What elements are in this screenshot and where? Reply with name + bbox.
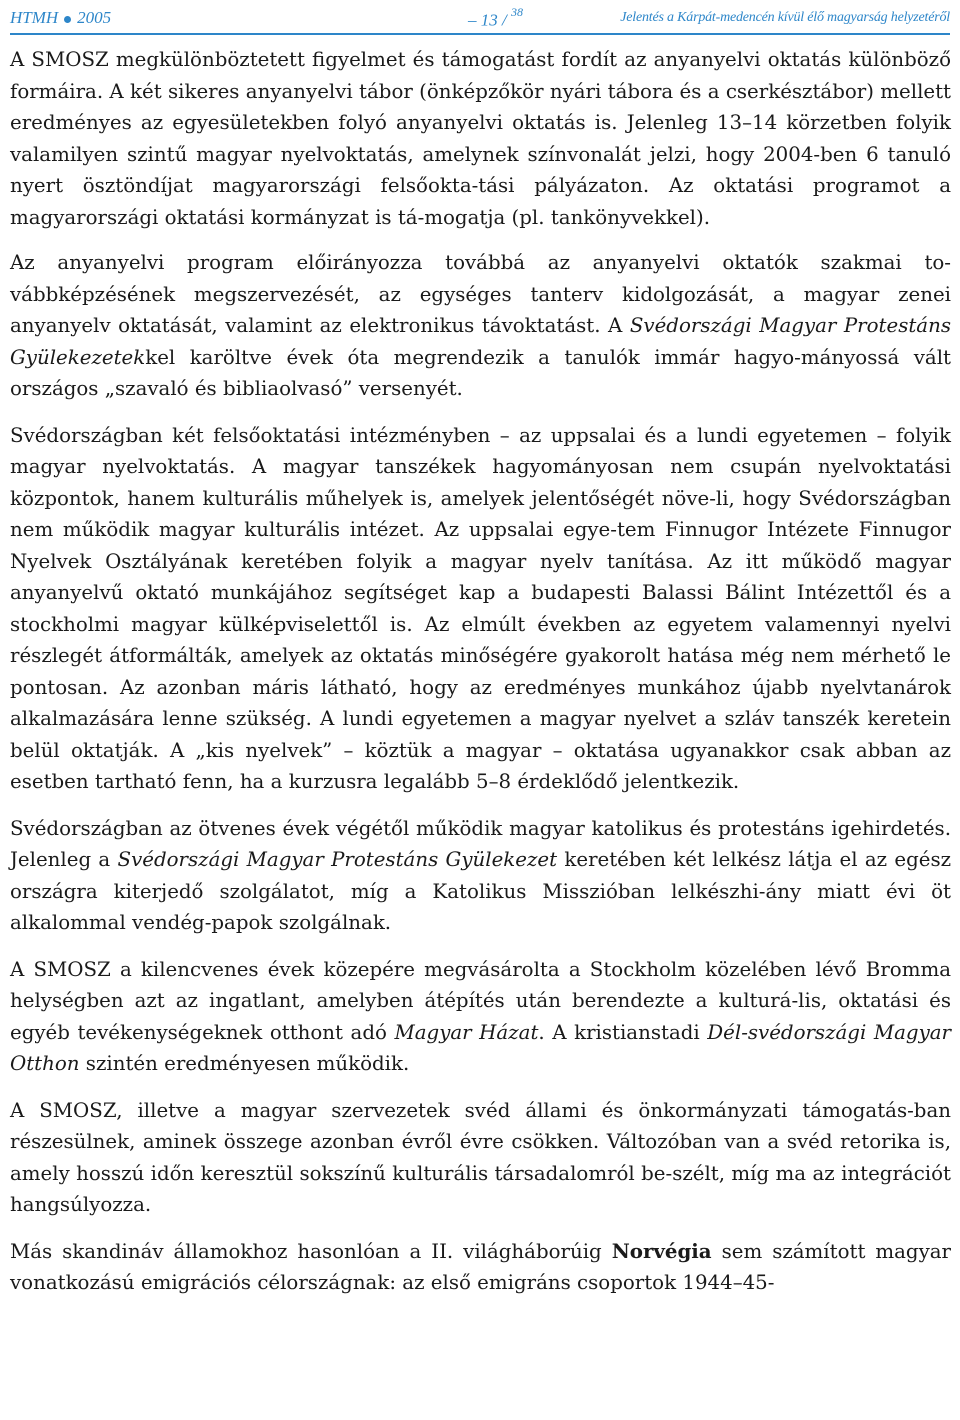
paragraph-2-text-b: kel karöltve évek óta megrendezik a tanulók immár hagyo-mányossá vált országos „szavaló és bibliaolvasó” versenyét.	[10, 345, 951, 400]
paragraph-7-text-b: sem számított magyar vonatkozású emigrációs célországnak: az első emigráns csoportok 1944–45-	[10, 1239, 951, 1294]
paragraph-1: A SMOSZ megkülönböztetett figyelmet és támogatást fordít az anyanyelvi oktatás különböző formáira. A két sikeres anyanyelvi tábor (önképzőkör nyári tábora és a cserkésztábor) mellett eredményes az egyesületekben folyó anyanyelvi oktatás is. Jelenleg 13–14 körzetben folyik valamilyen szintű magyar nyelvoktatás, amelynek színvonalát jelzi, hogy 2004-ben 6 tanuló nyert ösztöndíjat magyarországi felsőokta-tási pályázaton. Az oktatási programot a magyarországi oktatási kormányzat is tá-mogatja (pl. tankönyvekkel).	[10, 48, 951, 229]
paragraph-6: A SMOSZ, illetve a magyar szervezetek svéd állami és önkormányzati támogatás-ban részesülnek, aminek összege azonban évről évre csökken. Változóban van a svéd retorika is, amely hosszú időn keresztül sokszínű kulturális társadalomról be-szélt, míg ma az integrációt hangsúlyozza.	[10, 1098, 951, 1216]
paragraph-3: Svédországban két felsőoktatási intézményben – az uppsalai és a lundi egyetemen – folyik magyar nyelvoktatás. A magyar tanszékek hagyományosan nem csupán nyelvoktatási központok, hanem kulturális műhelyek is, amelyek jelentőségét növe-li, hogy Svédországban nem működik magyar kulturális intézet. Az uppsalai egye-tem Finnugor Intézete Finnugor Nyelvek Osztályának keretében folyik a magyar nyelv tanítása. Az itt működő magyar anyanyelvű oktató munkájához segítséget kap a budapesti Balassi Bálint Intézettől és a stockholmi magyar külképviselettől is. Az elmúlt években az egyetem valamennyi nyelvi részlegét átformálták, amelyek az oktatás minőségére gyakorolt hatása még nem mérhető le pontosan. Az azonban máris látható, hogy az eredményes munkához újabb nyelvtanárok alkalmazására lenne szükség. A lundi egyetemen a magyar nyelvet a szláv tanszék keretein belül oktatják. A „kis nyelvek” – köztük a magyar – oktatása ugyanakkor csak abban az esetben tartható fenn, ha a kurzusra legalább 5–8 érdeklődő jelentkezik.	[10, 423, 951, 793]
bullet-icon	[64, 16, 71, 23]
paragraph-5-text-c: szintén eredményesen működik.	[79, 1052, 410, 1075]
paragraph-5-text-a: A SMOSZ a kilencvenes évek közepére megvásárolta a Stockholm közelében lévő Bromma helységben azt az ingatlant, amelyben átépítés után berendezte a kulturá-lis, oktatási és egyéb tevékenységeknek otthont adó	[10, 957, 951, 1044]
journal-name: HTMH	[10, 8, 59, 27]
document-body	[10, 44, 951, 1314]
paragraph-5-house-name: Magyar Házat	[394, 1020, 539, 1044]
paragraph-7-text-a: Más skandináv államokhoz hasonlóan a II. világháborúig	[10, 1239, 612, 1263]
paragraph-2-text-a: Az anyanyelvi program előirányozza továbbá az anyanyelvi oktatók szakmai to-vábbképzésének megszervezését, az egységes tanterv kidolgozását, a magyar zenei anyanyelv oktatását, valamint az elektronikus távoktatást. A	[10, 251, 951, 337]
journal-year: 2005	[77, 8, 112, 27]
paragraph-5-text-b: . A kristianstadi	[538, 1020, 708, 1044]
paragraph-7-country: Norvégia	[611, 1238, 712, 1263]
paragraph-2-org-name: Svédországi Magyar Protestáns Gyülekezetek	[10, 314, 951, 369]
paragraph-5-home-name: Dél-svédországi Magyar Otthon	[10, 1020, 951, 1075]
paragraph-7	[10, 1236, 951, 1299]
paragraph-4	[10, 813, 951, 939]
running-title: Jelentés a Kárpát-medencén kívül élő magyarság helyzetéről	[620, 10, 950, 25]
page-current: – 13 /	[468, 10, 507, 30]
paragraph-4-text-a: Svédországban az ötvenes évek végétől működik magyar katolikus és protestáns igehirdetés. Jelenleg a	[10, 816, 951, 871]
header-divider	[10, 33, 950, 35]
paragraph-4-org-name: Svédországi Magyar Protestáns Gyülekezet	[117, 848, 558, 871]
page-header	[10, 6, 950, 30]
page-total: 38	[510, 5, 523, 19]
paragraph-4-text-b: keretében két lelkész látja el az egész országra kiterjedő szolgálatot, míg a Katolikus Misszióban lelkészhi-ány miatt évi öt alkalommal vendég-papok szolgálnak.	[10, 848, 952, 934]
paragraph-5	[10, 954, 951, 1080]
header-journal	[10, 8, 111, 28]
paragraph-2	[10, 247, 951, 405]
page-number	[468, 5, 523, 31]
